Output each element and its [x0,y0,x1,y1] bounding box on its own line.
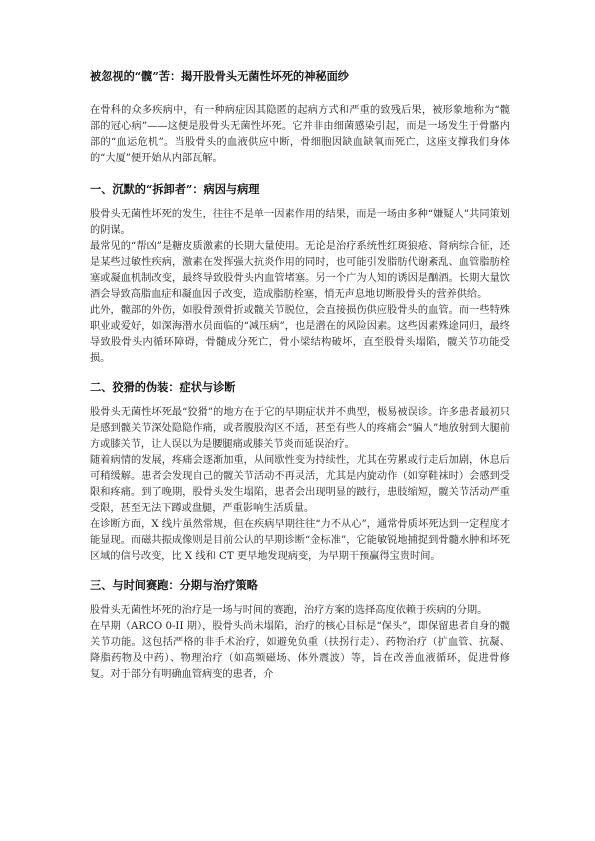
section-symptoms-body [90,405,510,565]
paragraph: 在诊断方面，X 线片虽然常规，但在疾病早期往往“力不从心”，通常骨质坏死达到一定程度才能显现。而磁共振成像则是目前公认的早期诊断“金标准”，它能敏锐地捕捉到骨髓水肿和坏死区域的信号改变，比 X 线和 CT 更早地发现病变，为早期干预赢得宝贵时间。 [90,519,510,562]
document-title: 被忽视的“髋”苦：揭开股骨头无菌性坏死的神秘面纱 [90,69,349,83]
section-treatment-body [90,603,510,683]
section-causes-body [90,207,510,367]
paragraph: 股骨头无菌性坏死的治疗是一场与时间的赛跑，治疗方案的选择高度依赖于疾病的分期。 [90,605,488,616]
section-heading-causes: 一、沉默的“拆卸者”：病因与病理 [90,182,260,196]
paragraph: 股骨头无菌性坏死的发生，往往不是单一因素作用的结果，而是一场由多种“嫌疑人”共同策划的阴谋。 [90,209,510,236]
intro-paragraph: 在骨科的众多疾病中，有一种病症因其隐匿的起病方式和严重的致残后果，被形象地称为“髋部的冠心病”——这便是股骨头无菌性坏死。它并非由细菌感染引起，而是一场发生于骨骼内部的“血运危机”。当股骨头的血液供应中断，骨细胞因缺血缺氧而死亡，这座支撑我们身体的“大厦”便开始从内部瓦解。 [90,105,510,164]
paragraph: 股骨头无菌性坏死最“狡猾”的地方在于它的早期症状并不典型，极易被误诊。许多患者最初只是感到髋关节深处隐隐作痛，或者腹股沟区不适，甚至有些人的疼痛会“骗人”地放射到大腿前方或膝关节，让人误以为是腰腿痛或膝关节炎而延误治疗。 [90,407,510,450]
paragraph: 随着病情的发展，疼痛会逐渐加重，从间歇性变为持续性，尤其在劳累或行走后加剧，休息后可稍缓解。患者会发现自己的髋关节活动不再灵活，尤其是内旋动作（如穿鞋袜时）会感到受限和疼痛。到了晚期，股骨头发生塌陷，患者会出现明显的跛行，患肢缩短，髋关节活动严重受限，甚至无法下蹲或盘腿，严重影响生活质量。 [90,455,510,514]
paragraph: 最常见的“帮凶”是糖皮质激素的长期大量使用。无论是治疗系统性红斑狼疮、肾病综合征，还是某些过敏性疾病，激素在发挥强大抗炎作用的同时，也可能引发脂肪代谢紊乱、血管脂肪栓塞或凝血机制改变，最终导致股骨头内血管堵塞。另一个广为人知的诱因是酗酒。长期大量饮酒会导致高脂血症和凝血因子改变，造成脂肪栓塞，悄无声息地切断股骨头的营养供给。 [90,241,510,300]
paragraph: 在早期（ARCO 0-II 期），股骨头尚未塌陷，治疗的核心目标是“保头”，即保留患者自身的髋关节功能。这包括严格的非手术治疗，如避免负重（扶拐行走）、药物治疗（扩血管、抗凝、降脂药物及中药）、物理治疗（如高频磁场、体外震波）等，旨在改善血液循环，促进骨修复。对于部分有明确血管病变的患者，介 [90,621,510,680]
section-heading-symptoms: 二、狡猾的伪装：症状与诊断 [90,380,236,394]
document-page [90,68,510,695]
section-heading-treatment: 三、与时间赛跑：分期与治疗策略 [90,578,258,592]
paragraph: 此外，髋部的外伤，如股骨颈骨折或髋关节脱位，会直接损伤供应股骨头的血管。而一些特殊职业或爱好，如深海潜水员面临的“减压病”，也是潜在的风险因素。这些因素殊途同归，最终导致股骨头内循环障碍，骨髓成分死亡，骨小梁结构破坏，直至股骨头塌陷，髋关节功能受损。 [90,305,510,364]
